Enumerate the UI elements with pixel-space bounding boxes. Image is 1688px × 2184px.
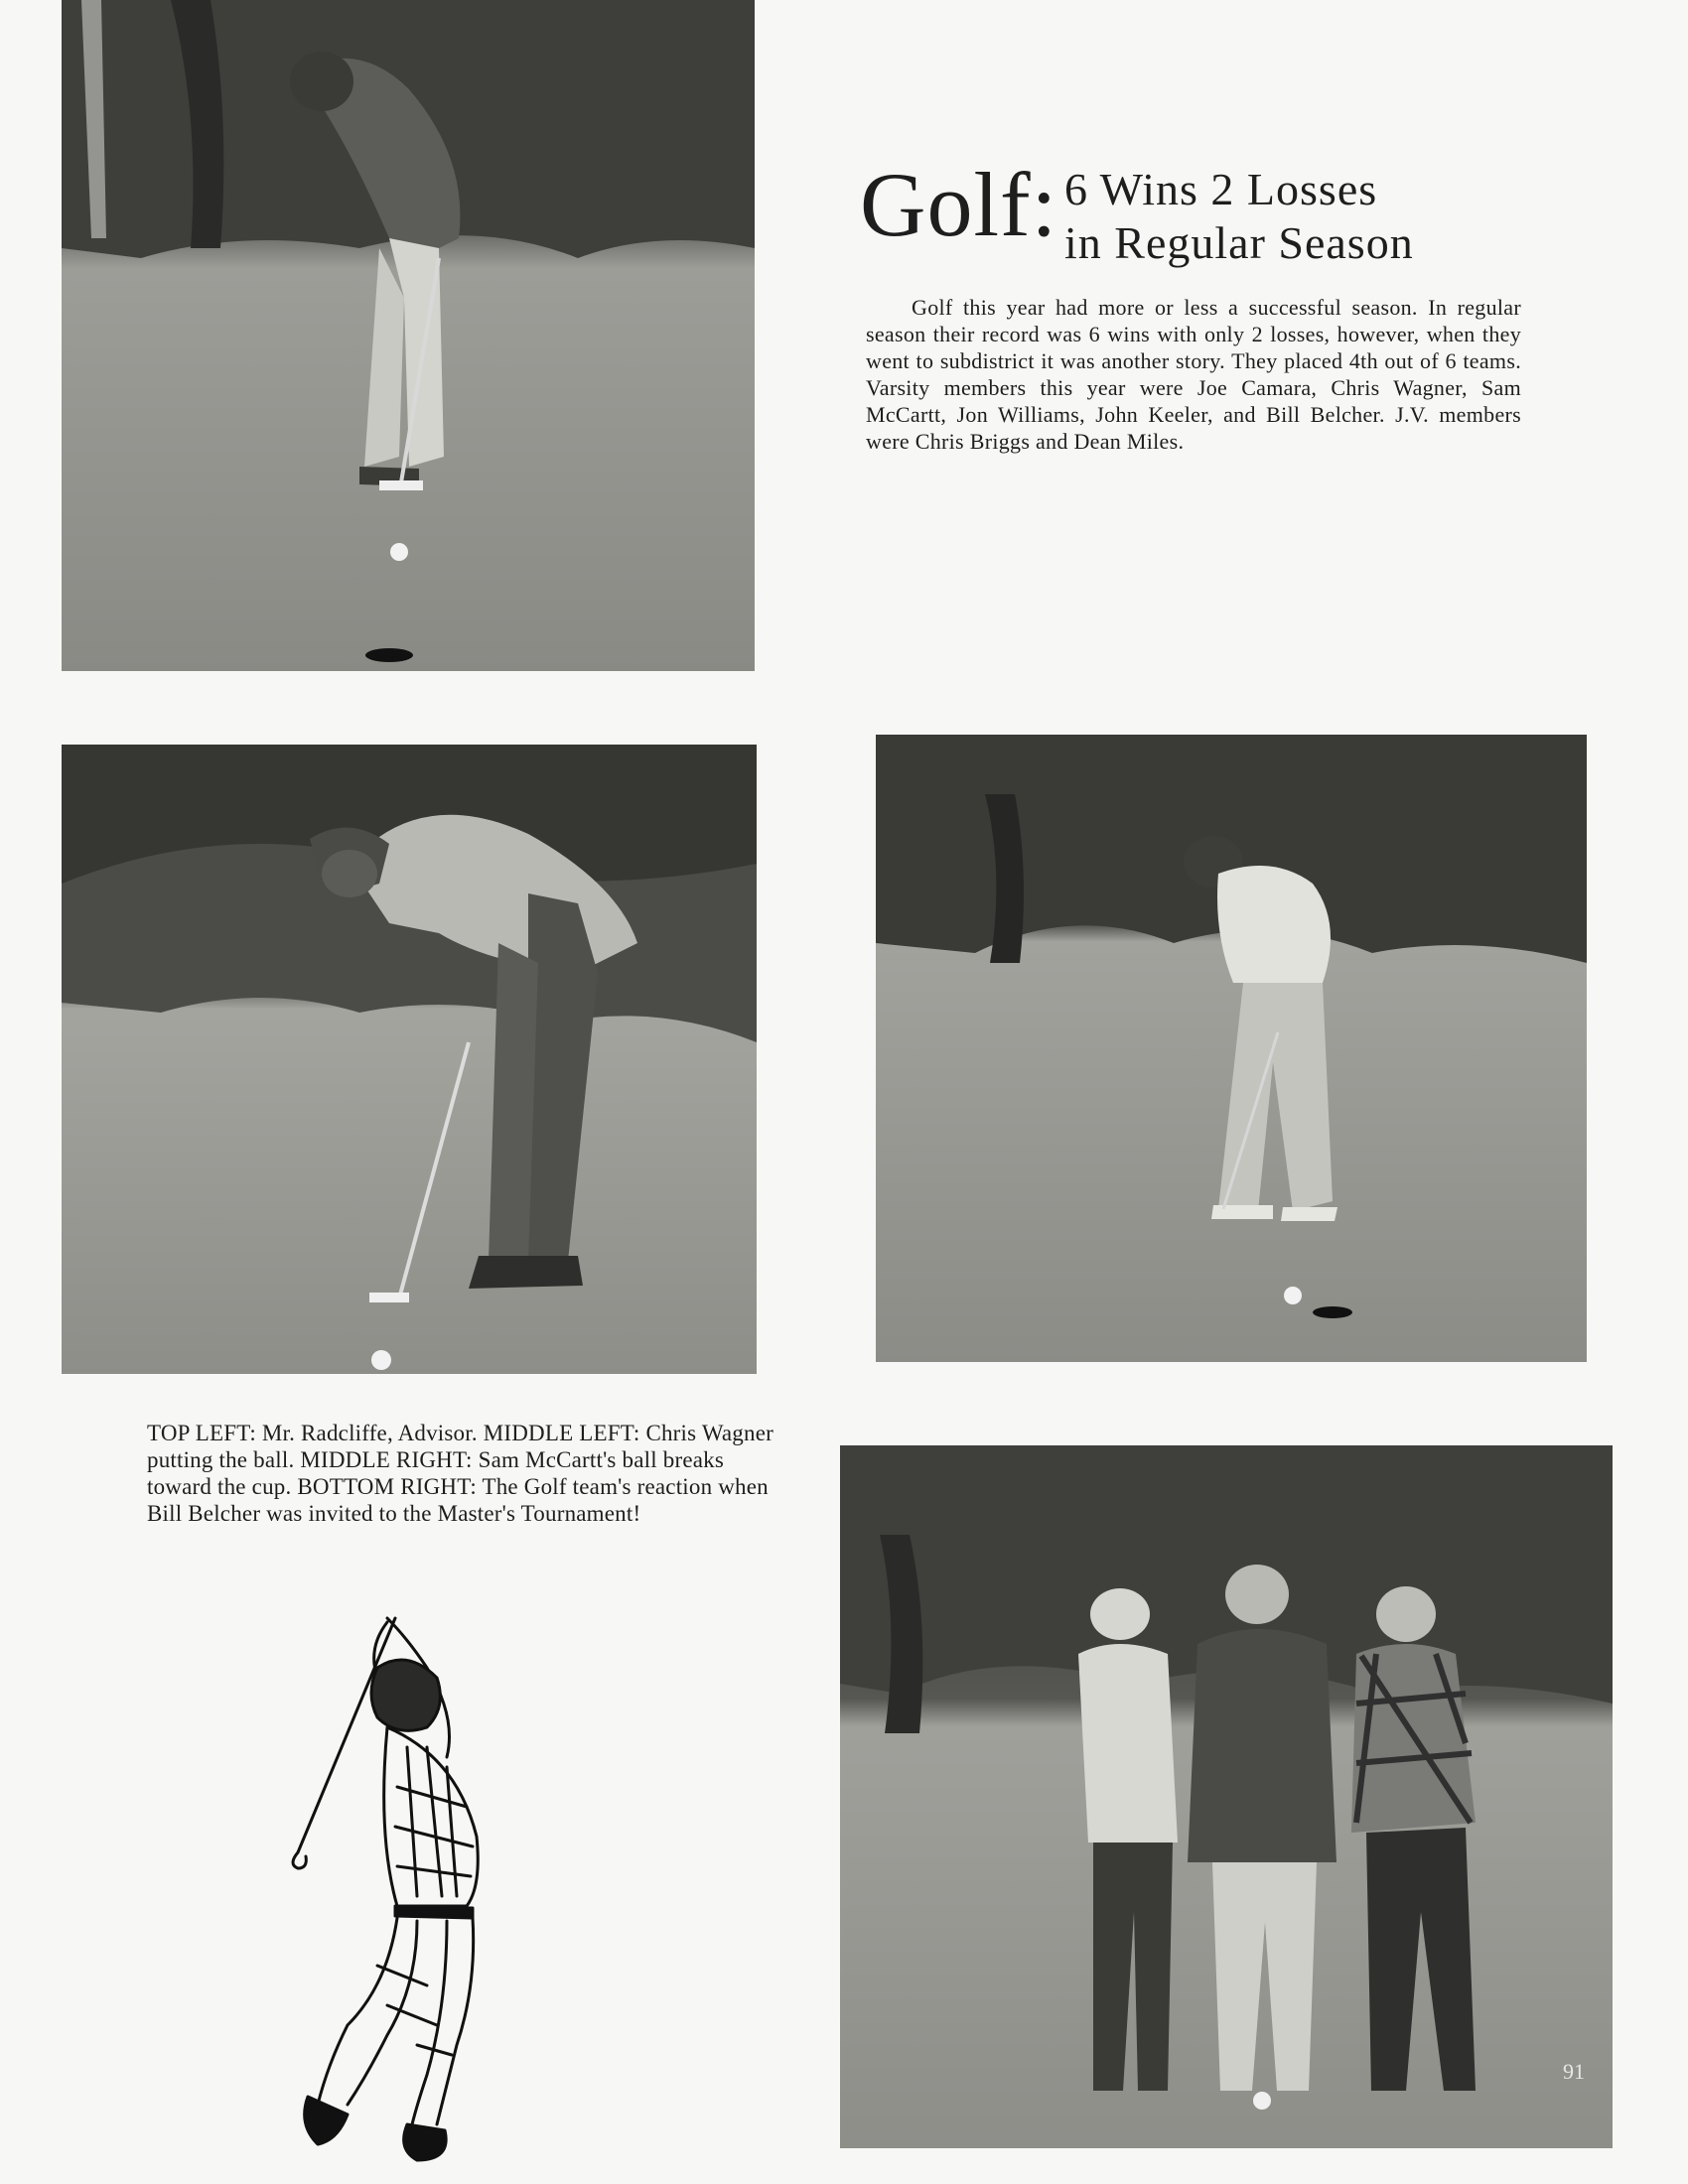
headline-line-1: 6 Wins 2 Losses [1064,164,1378,214]
photo-caption: TOP LEFT: Mr. Radcliffe, Advisor. MIDDLE LEFT: Chris Wagner putting the ball. MIDDLE RIGHT: Sam McCartt's ball breaks toward the cup. BOTTOM RIGHT: The Golf team's reaction when Bill Belcher was invited to the Master's Tournament! [147,1421,774,1526]
photo-middle-left [62,745,757,1374]
page-number: 91 [1563,2059,1585,2084]
headline-main: Golf: [860,154,1058,255]
article-body: Golf this year had more or less a successful season. In regular season their record was 6 wins with only 2 losses, however, when they went to subdistrict it was another story. They placed 4th out of 6 teams. Varsity members this year were Joe Camara, Chris Wagner, Sam McCartt, Jon Williams, John Keeler, and Bill Belcher. J.V. members were Chris Briggs and Dean Miles. [866,295,1521,454]
photo-bottom-right [840,1445,1613,2148]
golfer-illustration [278,1608,576,2164]
headline [860,154,1575,278]
photo-top-left [62,0,755,671]
headline-line-2: in Regular Season [1064,217,1414,268]
photo-middle-right [876,735,1587,1362]
